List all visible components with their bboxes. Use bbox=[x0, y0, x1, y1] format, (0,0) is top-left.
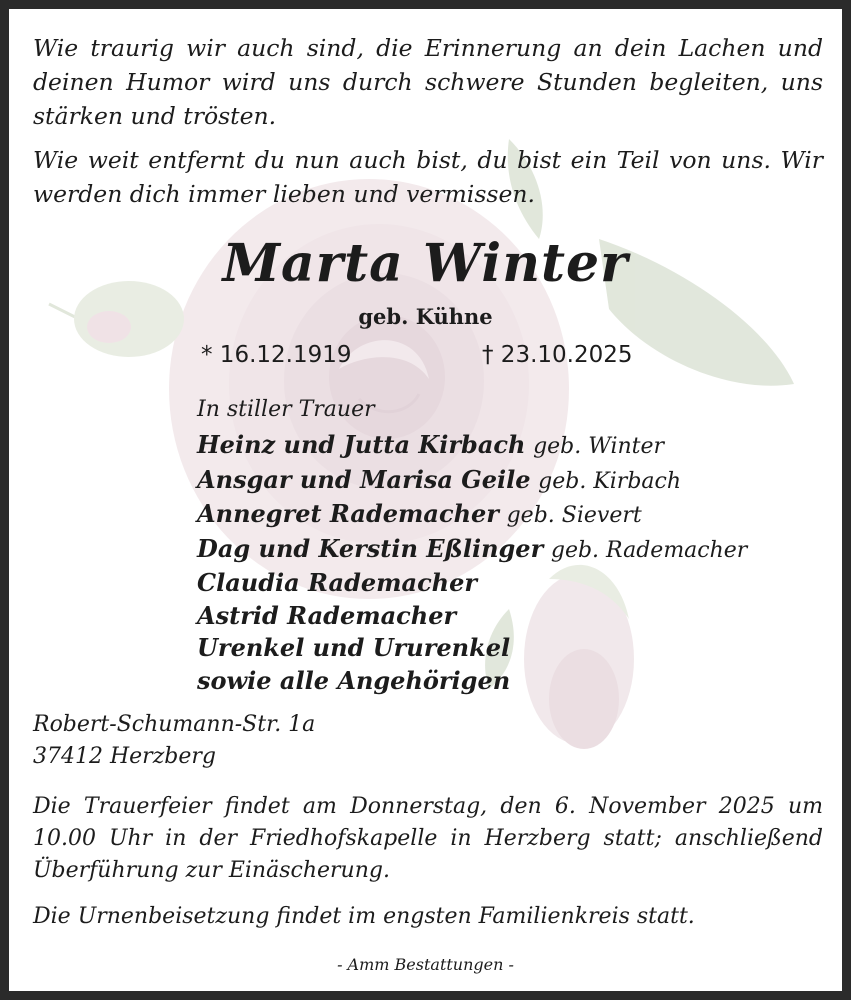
mourner-entry bbox=[197, 498, 747, 533]
mourner-name: Astrid Rademacher bbox=[197, 600, 457, 630]
mourners-list bbox=[197, 429, 747, 697]
mourner-name: Ansgar und Marisa Geile bbox=[197, 464, 531, 494]
mourner-name: Dag und Kerstin Eßlinger bbox=[197, 533, 544, 563]
mourner-entry bbox=[197, 464, 747, 499]
mourner-note: geb. Winter bbox=[533, 434, 665, 459]
ceremony-text: Die Trauerfeier findet am Donnerstag, den 6. November 2025 um 10.00 Uhr in der Friedhofskapelle in Herzberg statt; anschließend Überführung zur Einäscherung. bbox=[33, 794, 823, 883]
intro-verse bbox=[33, 31, 823, 221]
death-date: † 23.10.2025 bbox=[482, 342, 633, 368]
mourner-note: geb. Kirbach bbox=[538, 468, 682, 494]
mourner-name: sowie alle Angehörigen bbox=[197, 665, 511, 695]
intro-paragraph: Wie traurig wir auch sind, die Erinnerung an dein Lachen und deinen Humor wird uns durch schwere Stunden begleiten, uns stärken und trösten. bbox=[33, 34, 823, 130]
mourner-entry bbox=[197, 665, 747, 698]
mourner-note: geb. Rademacher bbox=[550, 537, 748, 563]
address-block bbox=[33, 709, 315, 773]
mourner-entry bbox=[197, 632, 747, 665]
birth-name: geb. Kühne bbox=[358, 304, 493, 329]
mourner-note: geb. Sievert bbox=[506, 503, 642, 528]
mourner-name: Heinz und Jutta Kirbach bbox=[197, 430, 526, 459]
intro-paragraph: Wie weit entfernt du nun auch bist, du bist ein Teil von uns. Wir werden dich immer lieben und vermissen. bbox=[33, 146, 823, 208]
deceased-name: Marta Winter bbox=[222, 233, 629, 294]
undertaker-credit: - Amm Bestattungen - bbox=[337, 955, 514, 974]
birth-date: * 16.12.1919 bbox=[201, 342, 352, 368]
mourners-intro: In stiller Trauer bbox=[197, 397, 375, 422]
mourner-entry bbox=[197, 600, 747, 633]
mourner-name: Annegret Rademacher bbox=[197, 499, 499, 528]
address-street: Robert-Schumann-Str. 1a bbox=[33, 712, 316, 737]
mourner-name: Urenkel und Ururenkel bbox=[197, 633, 511, 662]
mourner-entry bbox=[197, 533, 747, 568]
mourner-name: Claudia Rademacher bbox=[197, 568, 478, 597]
mourner-entry bbox=[197, 567, 747, 600]
address-city: 37412 Herzberg bbox=[33, 744, 216, 769]
urn-burial-text: Die Urnenbeisetzung findet im engsten Familienkreis statt. bbox=[33, 904, 695, 929]
mourner-entry bbox=[197, 429, 747, 464]
service-info bbox=[33, 791, 823, 947]
